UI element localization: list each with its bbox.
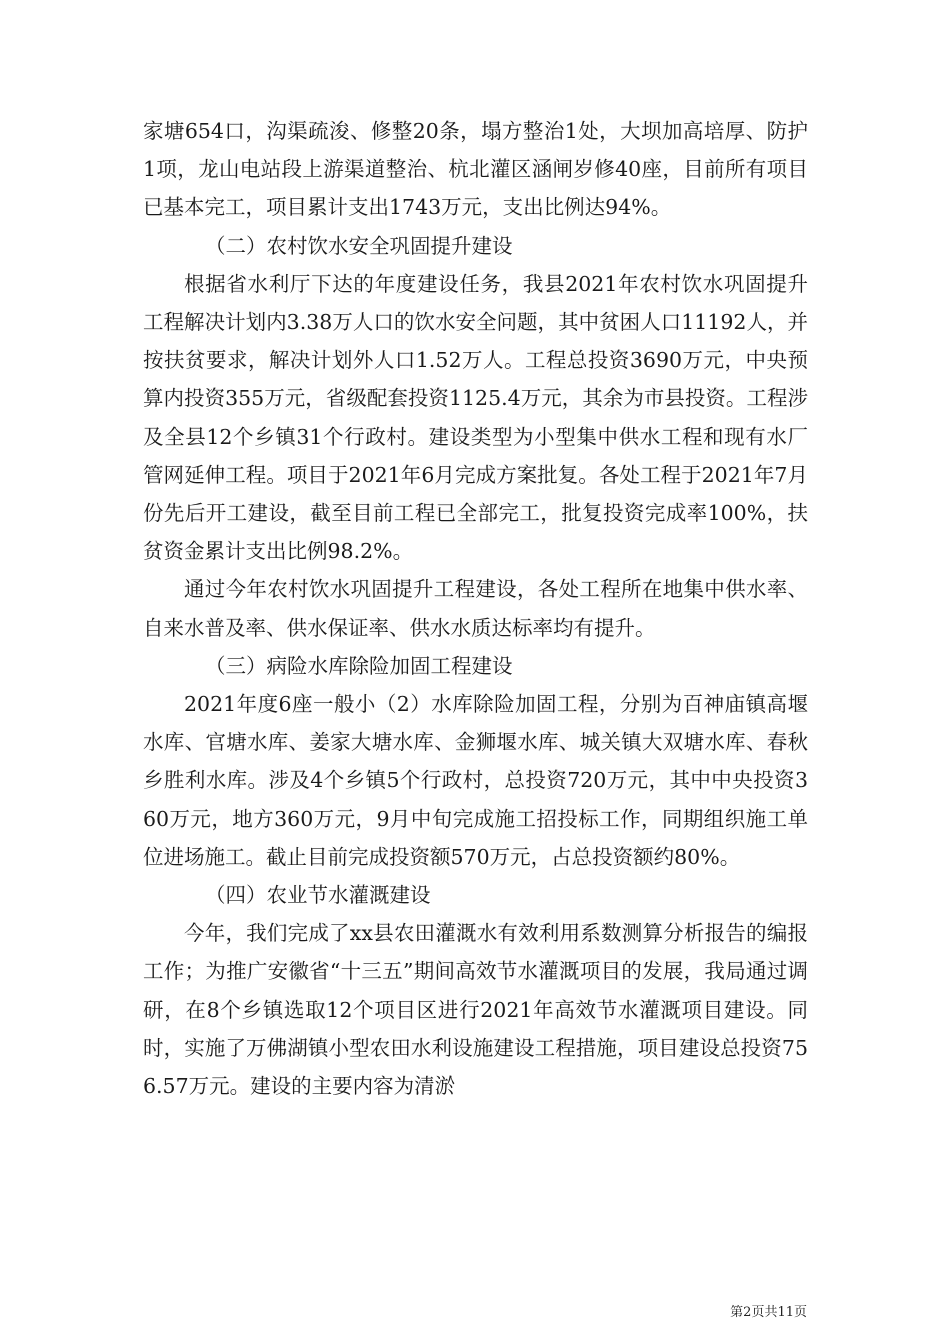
paragraph-3: 通过今年农村饮水巩固提升工程建设，各处工程所在地集中供水率、自来水普及率、供水保证率、供水水质达标率均有提升。 bbox=[143, 577, 808, 640]
section-heading-4: （四）农业节水灌溉建设 bbox=[205, 883, 431, 908]
page-number-footer: 第2页共11页 bbox=[730, 1305, 807, 1320]
document-body bbox=[143, 112, 808, 1105]
paragraph-2: 根据省水利厅下达的年度建设任务，我县2021年农村饮水巩固提升工程解决计划内3.38万人口的饮水安全问题，其中贫困人口11192人，并按扶贫要求，解决计划外人口1.52万人。工程总投资3690万元，中央预算内投资355万元，省级配套投资1125.4万元，其余为市县投资。工程涉及全县12个乡镇31个行政村。建设类型为小型集中供水工程和现有水厂管网延伸工程。项目于2021年6月完成方案批复。各处工程于2021年7月份先后开工建设，截至目前工程已全部完工，批复投资完成率100%，扶贫资金累计支出比例98.2%。 bbox=[143, 271, 808, 564]
paragraph-4: 2021年度6座一般小（2）水库除险加固工程，分别为百神庙镇高堰水库、官塘水库、姜家大塘水库、金狮堰水库、城关镇大双塘水库、春秋乡胜利水库。涉及4个乡镇5个行政村，总投资720万元，其中中央投资360万元，地方360万元，9月中旬完成施工招投标工作，同期组织施工单位进场施工。截止目前完成投资额570万元，占总投资额约80%。 bbox=[143, 692, 808, 869]
paragraph-5: 今年，我们完成了xx县农田灌溉水有效利用系数测算分析报告的编报工作；为推广安徽省“十三五”期间高效节水灌溉项目的发展，我局通过调研，在8个乡镇选取12个项目区进行2021年高效节水灌溉项目建设。同时，实施了万佛湖镇小型农田水利设施建设工程措施，项目建设总投资756.57万元。建设的主要内容为清淤 bbox=[143, 921, 808, 1099]
section-heading-2: （二）农村饮水安全巩固提升建设 bbox=[205, 233, 513, 258]
section-heading-3: （三）病险水库除险加固工程建设 bbox=[205, 653, 513, 678]
paragraph-1: 家塘654口，沟渠疏浚、修整20条，塌方整治1处，大坝加高培厚、防护1项，龙山电站段上游渠道整治、杭北灌区涵闸岁修40座，目前所有项目已基本完工，项目累计支出1743万元，支出比例达94%。 bbox=[143, 119, 808, 220]
